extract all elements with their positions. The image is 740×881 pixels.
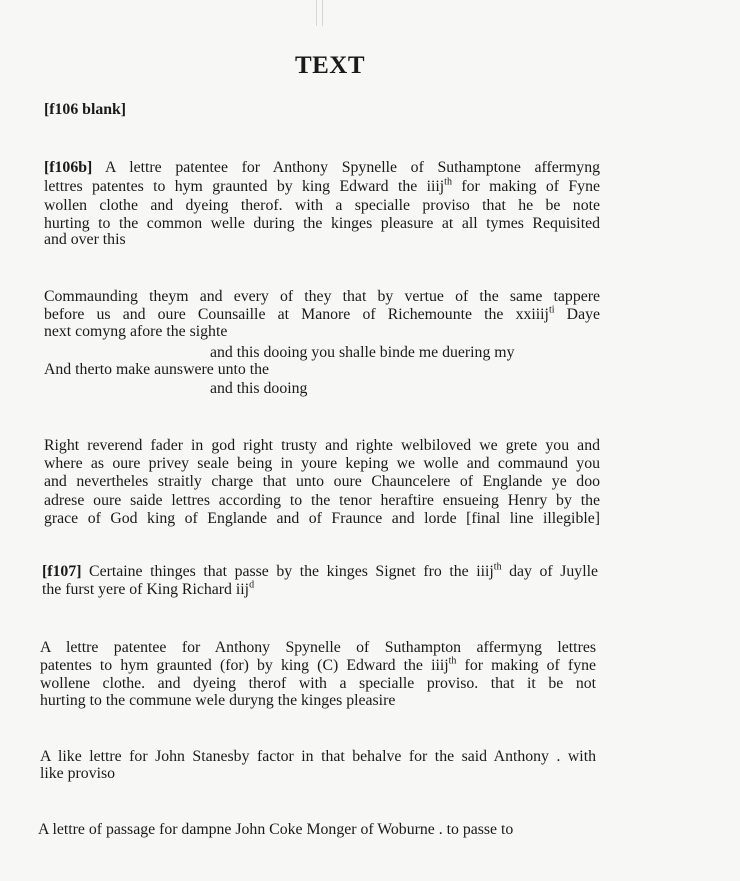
entry-line: Right reverend fader in god right trusty and righte welbiloved we grete you and: [44, 437, 600, 454]
entry-line: Commaunding theym and every of they that by vertue of the same tappere: [44, 288, 600, 305]
entry-text: before us and oure Counsaille at Manore of Richemounte the xxiiij: [44, 306, 549, 323]
entry-line: A lettre patentee for Anthony Spynelle of Suthampton affermyng lettres: [40, 639, 596, 656]
entry-line: [44, 304, 601, 323]
entry-text: day of Juylle: [501, 563, 598, 580]
entry-line: [42, 579, 255, 598]
page-title: TEXT: [294, 52, 366, 79]
entry-line: and nevertheles straitly charge that unto oure Chauncelere of Englande ye doo: [44, 473, 600, 490]
entry-line: adrese oure saide lettres according to the tenor heraftire ensueing Henry by the: [44, 492, 600, 509]
folio-reference: [f106b]: [44, 159, 93, 176]
entry-line: wollene clothe. and dyeing therof with a specialle proviso. that it be not: [40, 675, 596, 692]
entry-text: Daye: [554, 306, 601, 323]
entry-line: where as oure privey seale being in youre keping we wolle and commaund you: [44, 455, 600, 472]
entry-text: patentes to hym graunted (for) by king (C) Edward the iiij: [40, 657, 449, 674]
entry-line: A lettre of passage for dampne John Coke Monger of Woburne . to passe to: [38, 821, 514, 838]
entry-line: wollen clothe and dyeing therof. with a specialle proviso that he be note: [44, 197, 600, 214]
superscript: th: [448, 655, 457, 667]
entry-line: And therto make aunswere unto the: [44, 361, 270, 378]
entry-line: [44, 160, 600, 176]
entry-line: next comyng afore the sighte: [44, 323, 228, 340]
superscript: th: [444, 176, 452, 188]
entry-text: lettres patentes to hym graunted by king Edward the iiij: [44, 178, 445, 195]
superscript: ti: [548, 304, 555, 316]
entry-text: Certaine thinges that passe by the kinges Signet fro the iiij: [81, 563, 494, 580]
entry-line: hurting to the commune wele duryng the kinges pleasire: [40, 692, 396, 709]
entry-line: and over this: [44, 231, 126, 248]
folio-reference: [f107]: [42, 563, 82, 580]
entry-text: for making of fyne: [456, 657, 597, 674]
page-gutter-mark: [316, 0, 317, 26]
entry-line: and this dooing: [210, 380, 308, 397]
page-gutter-mark: [322, 0, 323, 26]
superscript: th: [493, 561, 502, 573]
entry-line: [44, 176, 600, 195]
entry-line: grace of God king of Englande and of Fraunce and lorde [final line illegible]: [44, 510, 600, 527]
entry-line: [42, 561, 598, 580]
entry-text: for making of Fyne: [451, 178, 600, 195]
entry-line: A like lettre for John Stanesby factor in that behalve for the said Anthony . with: [40, 748, 596, 765]
entry-text: the furst yere of King Richard iij: [42, 581, 250, 598]
entry-line: [40, 655, 597, 674]
entry-text: A lettre patentee for Anthony Spynelle of Suthamptone affermyng: [105, 159, 600, 176]
entry-line: hurting to the common welle during the kinges pleasure at all tymes Requisited: [44, 215, 600, 232]
entry-line: and this dooing you shalle binde me duering my: [210, 344, 515, 361]
folio-blank-marker: [f106 blank]: [44, 101, 127, 118]
superscript: d: [249, 579, 255, 591]
entry-line: like proviso: [40, 765, 116, 782]
